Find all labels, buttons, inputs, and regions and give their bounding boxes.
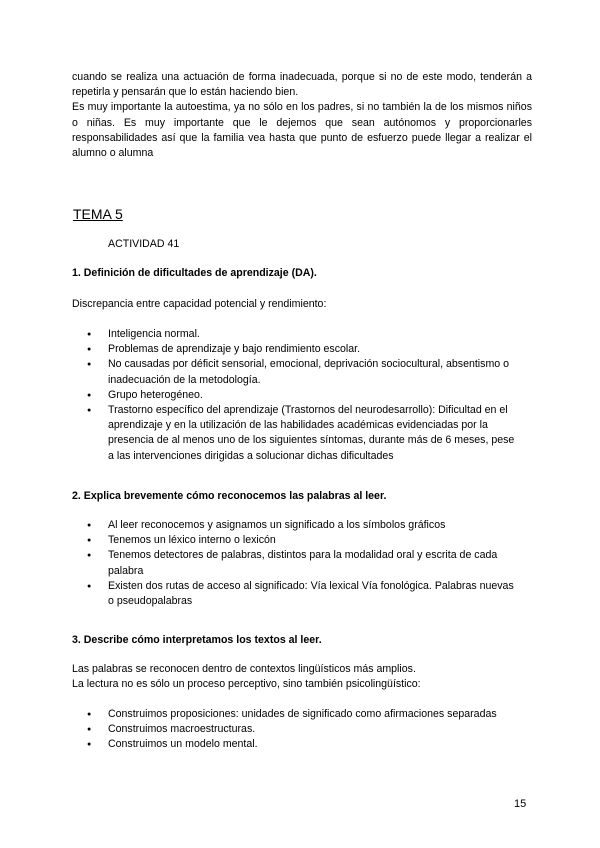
section3-line1: Las palabras se reconocen dentro de contextos lingüísticos más amplios.: [72, 663, 416, 675]
list-item: ● Trastorno específico del aprendizaje (Trastornos del neurodesarrollo): Dificultad en el aprendizaje y en la utilización de las habilidades académicas evidenciadas por la presencia de al menos uno de los siguientes síntomas, durante más de 6 meses, pese a las intervenciones dirigidas a solucionar dichas dificultades: [72, 403, 520, 464]
section1-intro: Discrepancia entre capacidad potencial y rendimiento:: [72, 298, 327, 310]
list-item: ● Tenemos un léxico interno o lexicón: [72, 533, 520, 548]
section3-text: [72, 662, 532, 692]
page-number: 15: [514, 798, 527, 810]
list-item: ● Existen dos rutas de acceso al significado: Vía lexical Vía fonológica. Palabras nuevas o pseudopalabras: [72, 579, 520, 609]
actividad-label: ACTIVIDAD 41: [108, 238, 180, 250]
list-item: ● Inteligencia normal.: [72, 327, 520, 342]
list-item: ● Construimos proposiciones: unidades de significado como afirmaciones separadas: [72, 707, 520, 722]
intro-block: [72, 70, 532, 161]
list-item: ● Problemas de aprendizaje y bajo rendimiento escolar.: [72, 342, 520, 357]
section3-heading: 3. Describe cómo interpretamos los textos al leer.: [72, 634, 322, 646]
section3-list: [72, 707, 520, 753]
list-item: ● Tenemos detectores de palabras, distintos para la modalidad oral y escrita de cada palabra: [72, 548, 520, 578]
intro-paragraph-2: Es muy importante la autoestima, ya no sólo en los padres, si no también la de los mismos niños o niñas. Es muy importante que le dejemos que sean autónomos y proporcionarles responsabilidades así que la familia vea hasta que punto de esfuerzo puede llegar a realizar el alumno o alumna: [72, 101, 532, 160]
section1-heading: 1. Definición de dificultades de aprendizaje (DA).: [72, 267, 317, 279]
list-item: ● Grupo heterogéneo.: [72, 388, 520, 403]
section2-heading: 2. Explica brevemente cómo reconocemos las palabras al leer.: [72, 490, 387, 502]
list-item: ● Al leer reconocemos y asignamos un significado a los símbolos gráficos: [72, 518, 520, 533]
list-item: ● Construimos un modelo mental.: [72, 737, 520, 752]
list-item: ● No causadas por déficit sensorial, emocional, deprivación sociocultural, absentismo o inadecuación de la metodología.: [72, 357, 520, 387]
section2-list: [72, 518, 520, 609]
section1-list: [72, 327, 520, 464]
intro-paragraph-1: cuando se realiza una actuación de forma inadecuada, porque si no de este modo, tenderán a repetirla y pensarán que lo están haciendo bien.: [72, 71, 532, 99]
list-item: ● Construimos macroestructuras.: [72, 722, 520, 737]
tema-title: TEMA 5: [73, 206, 123, 222]
section3-line2: La lectura no es sólo un proceso perceptivo, sino también psicolingüístico:: [72, 678, 421, 691]
